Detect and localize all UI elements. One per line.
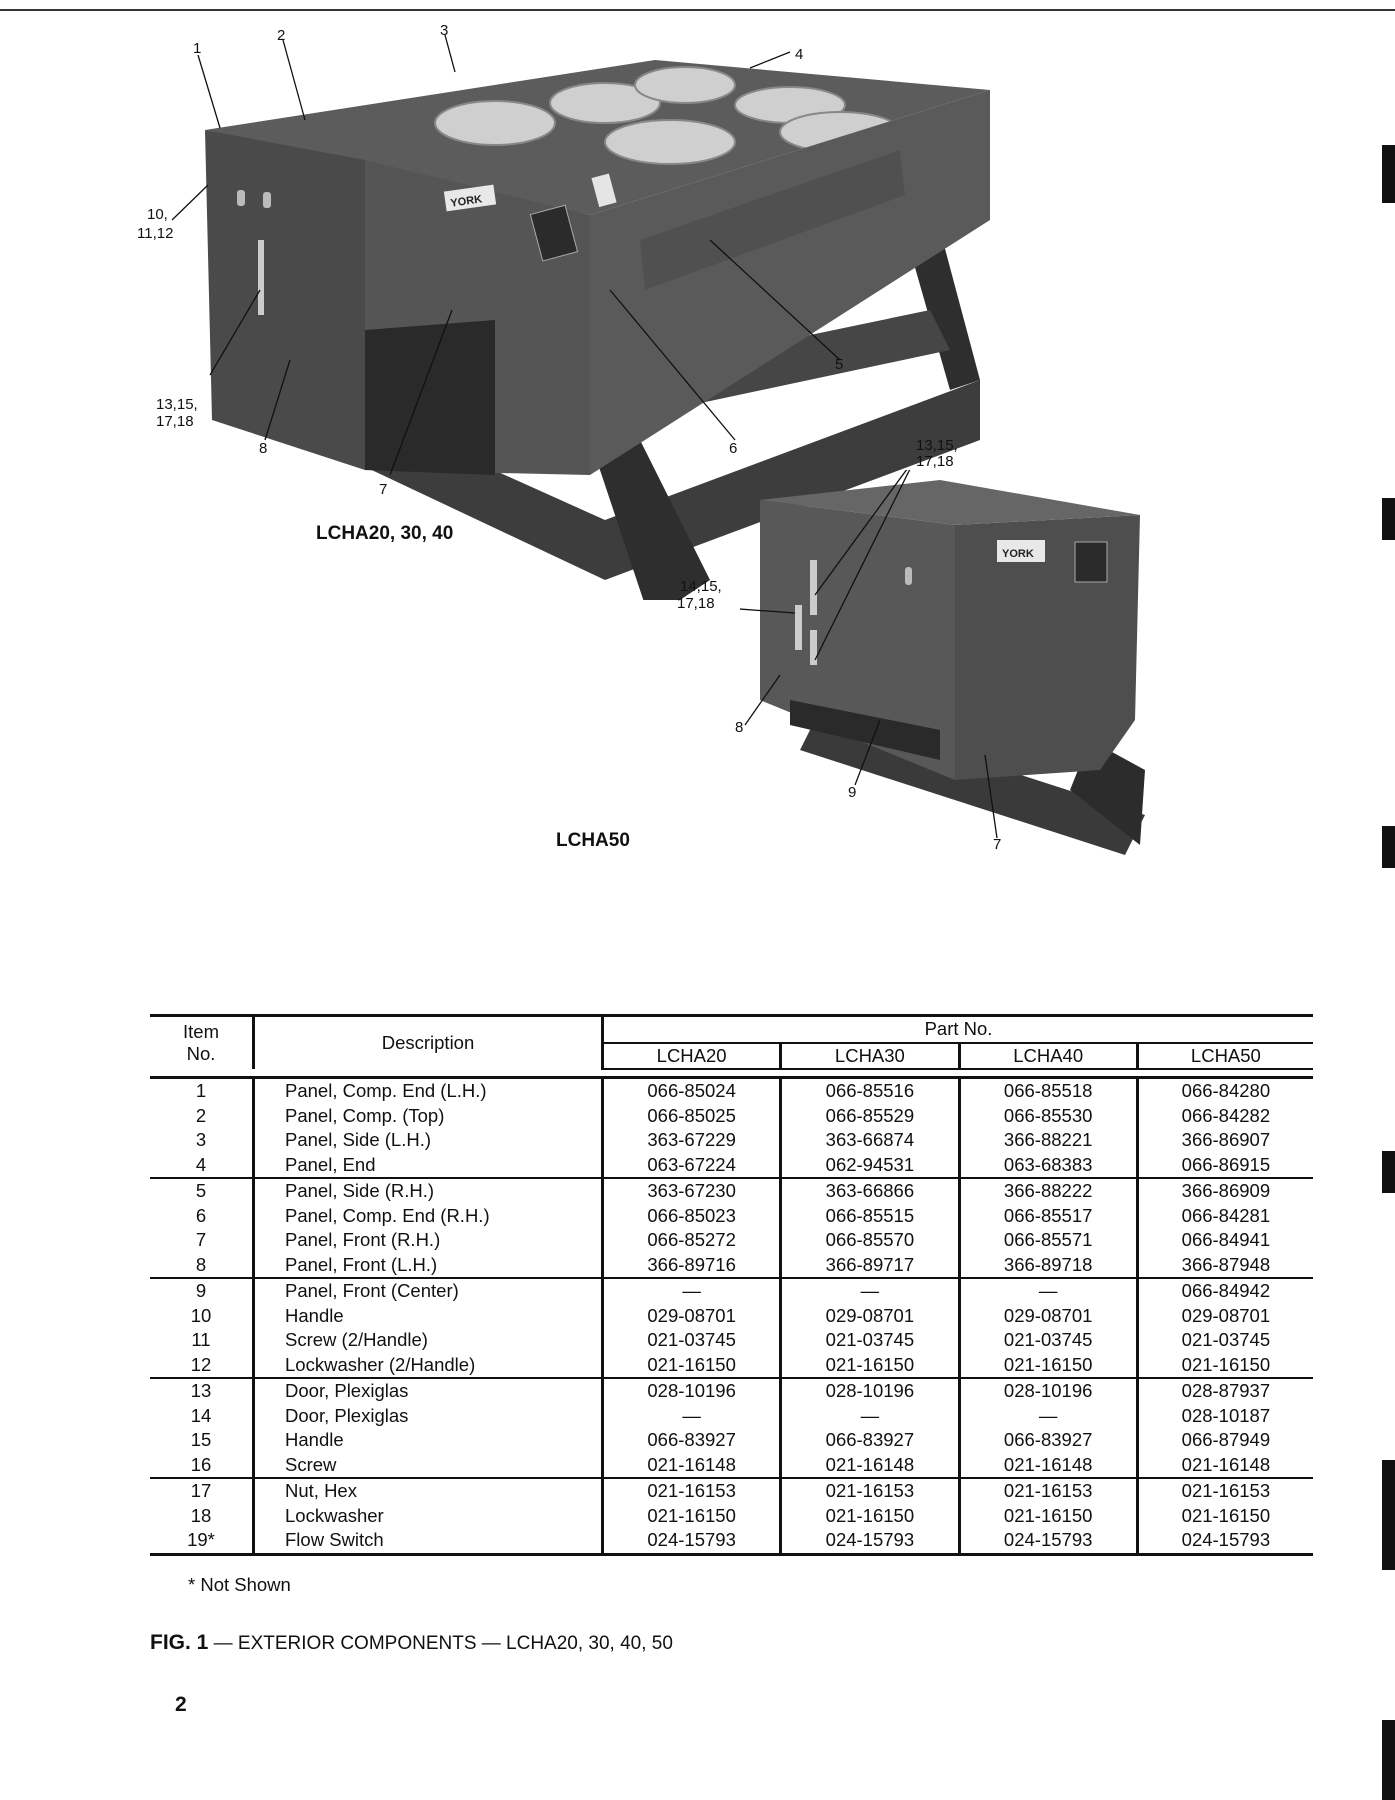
item-description: Panel, Front (Center) xyxy=(254,1278,603,1304)
part-number: 021-16148 xyxy=(781,1453,959,1479)
callout-3: 3 xyxy=(440,22,449,39)
item-number: 7 xyxy=(195,1229,207,1250)
item-number: 10 xyxy=(190,1304,212,1326)
unit-illustration-bottom xyxy=(740,470,1320,860)
part-number: 029-08701 xyxy=(603,1304,781,1329)
callout-9-bottom: 9 xyxy=(848,784,857,801)
part-number: 029-08701 xyxy=(1137,1304,1313,1329)
callout-11-12: 11,12 xyxy=(137,225,174,242)
item-number: 19* xyxy=(150,1528,254,1554)
part-number: 066-83927 xyxy=(781,1428,959,1453)
part-number: 066-85516 xyxy=(781,1078,959,1104)
part-number: 021-16148 xyxy=(959,1453,1137,1479)
part-number: 021-16150 xyxy=(781,1353,959,1379)
part-number: 066-87949 xyxy=(1137,1428,1313,1453)
table-row xyxy=(150,1104,1313,1129)
part-number: 021-16153 xyxy=(781,1478,959,1504)
parts-table xyxy=(150,1014,1313,1556)
item-description: Handle xyxy=(254,1428,603,1453)
part-number: 066-85518 xyxy=(959,1078,1137,1104)
part-number: 066-85571 xyxy=(959,1228,1137,1253)
part-number: 366-86907 xyxy=(1137,1128,1313,1153)
callout-1: 1 xyxy=(193,40,202,57)
change-bar xyxy=(1382,145,1395,203)
header-item xyxy=(150,1016,254,1070)
header-model: LCHA50 xyxy=(1137,1043,1313,1070)
part-number: 021-16153 xyxy=(603,1478,781,1504)
part-number: 066-84281 xyxy=(1137,1204,1313,1229)
part-number: 366-89718 xyxy=(959,1253,1137,1279)
part-number: 028-87937 xyxy=(1137,1378,1313,1404)
table-row xyxy=(150,1453,1313,1479)
item-number: 5 xyxy=(195,1180,207,1201)
figure-number: FIG. 1 xyxy=(150,1631,209,1654)
part-number: 066-84942 xyxy=(1137,1278,1313,1304)
table-row xyxy=(150,1378,1313,1404)
item-number: 2 xyxy=(195,1104,207,1126)
part-number: 066-83927 xyxy=(603,1428,781,1453)
part-number: 066-85530 xyxy=(959,1104,1137,1129)
item-number: 8 xyxy=(150,1253,254,1279)
callout-13-15: 13,15, xyxy=(156,396,198,413)
part-number: 029-08701 xyxy=(781,1304,959,1329)
callout-17-18: 17,18 xyxy=(156,413,194,430)
part-number: 363-67229 xyxy=(603,1128,781,1153)
item-number: 1 xyxy=(195,1080,207,1101)
part-number: 029-08701 xyxy=(959,1304,1137,1329)
part-number: — xyxy=(781,1278,959,1304)
part-number: 063-67224 xyxy=(603,1153,781,1179)
part-number: 363-66866 xyxy=(781,1178,959,1204)
part-number: 028-10187 xyxy=(1137,1404,1313,1429)
unit-label-top: LCHA20, 30, 40 xyxy=(316,523,454,544)
item-number: 6 xyxy=(195,1204,207,1226)
table-row xyxy=(150,1128,1313,1153)
item-description: Flow Switch xyxy=(254,1528,603,1554)
part-number: 366-89716 xyxy=(603,1253,781,1279)
table-row xyxy=(150,1504,1313,1529)
parts-body xyxy=(150,1078,1313,1555)
item-number: 13 xyxy=(190,1380,212,1401)
item-description: Panel, Comp. End (L.H.) xyxy=(254,1078,603,1104)
item-number: 15 xyxy=(190,1429,212,1450)
table-row xyxy=(150,1253,1313,1279)
header-item-line2: No. xyxy=(186,1043,216,1064)
callout-7: 7 xyxy=(379,481,388,498)
header-model: LCHA40 xyxy=(959,1043,1137,1070)
part-number: 021-03745 xyxy=(1137,1328,1313,1353)
item-description: Lockwasher xyxy=(254,1504,603,1529)
table-row xyxy=(150,1278,1313,1304)
part-number: 363-66874 xyxy=(781,1128,959,1153)
item-description: Door, Plexiglas xyxy=(254,1378,603,1404)
item-description: Panel, End xyxy=(254,1153,603,1179)
part-number: 063-68383 xyxy=(959,1153,1137,1179)
part-number: 028-10196 xyxy=(959,1378,1137,1404)
callout-13-15-bottom: 13,15, xyxy=(916,437,958,454)
item-description: Panel, Front (R.H.) xyxy=(254,1228,603,1253)
callout-4: 4 xyxy=(795,46,804,63)
change-bar xyxy=(1382,1460,1395,1570)
change-bar xyxy=(1382,498,1395,540)
table-row xyxy=(150,1478,1313,1504)
item-number: 9 xyxy=(195,1280,207,1301)
callout-8-bottom: 8 xyxy=(735,719,744,736)
footnote: * Not Shown xyxy=(188,1574,291,1595)
part-number: 366-88221 xyxy=(959,1128,1137,1153)
figure-title: — EXTERIOR COMPONENTS — LCHA20, 30, 40, 50 xyxy=(208,1633,673,1654)
part-number: 066-84280 xyxy=(1137,1078,1313,1104)
figure-caption xyxy=(150,1631,673,1655)
svg-text:YORK: YORK xyxy=(449,193,483,210)
header-model: LCHA30 xyxy=(781,1043,959,1070)
part-number: 021-16148 xyxy=(1137,1453,1313,1479)
part-number: 021-16153 xyxy=(959,1478,1137,1504)
item-number: 17 xyxy=(190,1480,212,1501)
table-row xyxy=(150,1328,1313,1353)
part-number: 021-03745 xyxy=(959,1328,1137,1353)
header-description: Description xyxy=(254,1016,603,1070)
page-number: 2 xyxy=(175,1693,187,1716)
table-row xyxy=(150,1353,1313,1379)
item-number: 3 xyxy=(195,1129,207,1150)
part-number: 066-85570 xyxy=(781,1228,959,1253)
callout-2: 2 xyxy=(277,27,286,44)
callout-7-bottom: 7 xyxy=(993,836,1002,853)
part-number: 066-84282 xyxy=(1137,1104,1313,1129)
part-number: 021-16153 xyxy=(1137,1478,1313,1504)
part-number: 366-86909 xyxy=(1137,1178,1313,1204)
part-number: 021-16150 xyxy=(959,1353,1137,1379)
top-rule xyxy=(0,9,1395,11)
callout-14-15-bottom: 14,15, xyxy=(680,578,722,595)
table-row xyxy=(150,1428,1313,1453)
callout-8: 8 xyxy=(259,440,268,457)
item-description: Nut, Hex xyxy=(254,1478,603,1504)
part-number: 066-85023 xyxy=(603,1204,781,1229)
item-description: Screw xyxy=(254,1453,603,1479)
item-number: 16 xyxy=(150,1453,254,1479)
item-number: 18 xyxy=(190,1504,212,1526)
callout-6: 6 xyxy=(729,440,738,457)
part-number: 028-10196 xyxy=(781,1378,959,1404)
part-number: — xyxy=(603,1278,781,1304)
part-number: 062-94531 xyxy=(781,1153,959,1179)
part-number: 021-03745 xyxy=(781,1328,959,1353)
change-bar xyxy=(1382,1720,1395,1800)
part-number: 066-84941 xyxy=(1137,1228,1313,1253)
item-description: Door, Plexiglas xyxy=(254,1404,603,1429)
part-number: 066-85025 xyxy=(603,1104,781,1129)
part-number: 028-10196 xyxy=(603,1378,781,1404)
header-item-line1: Item xyxy=(183,1021,219,1042)
part-number: — xyxy=(959,1278,1137,1304)
item-number: 11 xyxy=(191,1329,211,1350)
part-number: 024-15793 xyxy=(959,1528,1137,1554)
svg-text:YORK: YORK xyxy=(1002,548,1034,560)
part-number: — xyxy=(959,1404,1137,1429)
part-number: 366-88222 xyxy=(959,1178,1137,1204)
callout-10: 10, xyxy=(147,206,168,223)
item-number: 14 xyxy=(190,1404,212,1426)
part-number: — xyxy=(603,1404,781,1429)
item-description: Handle xyxy=(254,1304,603,1329)
table-row xyxy=(150,1204,1313,1229)
part-number: 021-16150 xyxy=(1137,1504,1313,1529)
table-row xyxy=(150,1228,1313,1253)
part-number: 363-67230 xyxy=(603,1178,781,1204)
table-row xyxy=(150,1304,1313,1329)
item-number: 12 xyxy=(150,1353,254,1379)
part-number: 066-85529 xyxy=(781,1104,959,1129)
item-description: Panel, Side (R.H.) xyxy=(254,1178,603,1204)
header-model: LCHA20 xyxy=(603,1043,781,1070)
table-row xyxy=(150,1153,1313,1179)
part-number: 021-16150 xyxy=(603,1504,781,1529)
part-number: 024-15793 xyxy=(781,1528,959,1554)
part-number: 366-89717 xyxy=(781,1253,959,1279)
item-description: Panel, Comp. (Top) xyxy=(254,1104,603,1129)
item-description: Lockwasher (2/Handle) xyxy=(254,1353,603,1379)
part-number: — xyxy=(781,1404,959,1429)
part-number: 066-85515 xyxy=(781,1204,959,1229)
part-number: 021-16150 xyxy=(959,1504,1137,1529)
unit-label-bottom: LCHA50 xyxy=(556,830,630,851)
part-number: 066-86915 xyxy=(1137,1153,1313,1179)
part-number: 066-85517 xyxy=(959,1204,1137,1229)
callout-17-18-bottom-2: 17,18 xyxy=(677,595,715,612)
part-number: 366-87948 xyxy=(1137,1253,1313,1279)
callout-17-18-bottom: 17,18 xyxy=(916,453,954,470)
item-number: 4 xyxy=(150,1153,254,1179)
table-row xyxy=(150,1404,1313,1429)
part-number: 066-85024 xyxy=(603,1078,781,1104)
table-row xyxy=(150,1078,1313,1104)
part-number: 021-16150 xyxy=(781,1504,959,1529)
part-number: 024-15793 xyxy=(603,1528,781,1554)
part-number: 066-85272 xyxy=(603,1228,781,1253)
item-description: Panel, Front (L.H.) xyxy=(254,1253,603,1279)
callout-5: 5 xyxy=(835,356,844,373)
item-description: Panel, Comp. End (R.H.) xyxy=(254,1204,603,1229)
change-bar xyxy=(1382,1151,1395,1193)
part-number: 021-16148 xyxy=(603,1453,781,1479)
part-number: 021-03745 xyxy=(603,1328,781,1353)
item-description: Panel, Side (L.H.) xyxy=(254,1128,603,1153)
part-number: 021-16150 xyxy=(603,1353,781,1379)
part-number: 066-83927 xyxy=(959,1428,1137,1453)
header-part-no: Part No. xyxy=(603,1016,1314,1043)
change-bar xyxy=(1382,826,1395,868)
item-description: Screw (2/Handle) xyxy=(254,1328,603,1353)
table-row xyxy=(150,1178,1313,1204)
part-number: 021-16150 xyxy=(1137,1353,1313,1379)
part-number: 024-15793 xyxy=(1137,1528,1313,1554)
table-row xyxy=(150,1528,1313,1554)
